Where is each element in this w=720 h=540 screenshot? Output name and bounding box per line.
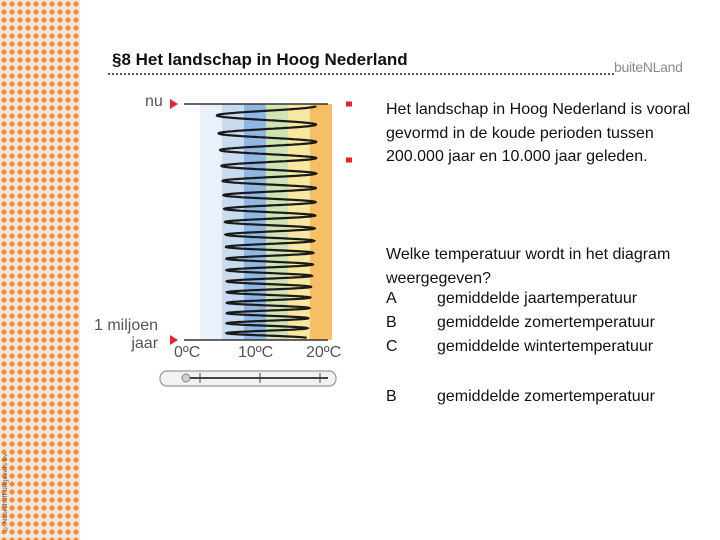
temperature-diagram bbox=[90, 90, 352, 390]
intro-text: Het landschap in Hoog Nederland is vooral gevormd in de koude perioden tussen 200.000 jaar en 10.000 jaar geleden. bbox=[386, 101, 691, 165]
label-million-line2: jaar bbox=[131, 335, 159, 352]
answer-text: gemiddelde zomertemperatuur bbox=[437, 388, 655, 405]
x-tick-10: 10ºC bbox=[238, 344, 274, 361]
answer-key: B bbox=[386, 388, 397, 405]
title-divider bbox=[108, 73, 614, 75]
thermometer-icon bbox=[160, 371, 336, 386]
option-key: A bbox=[386, 290, 397, 307]
option-key: B bbox=[386, 314, 397, 331]
x-tick-0: 0ºC bbox=[174, 344, 201, 361]
brand-logo: buiteNLand bbox=[614, 59, 683, 75]
label-million-years bbox=[94, 317, 158, 353]
temperature-band bbox=[200, 104, 222, 340]
option-text: gemiddelde jaartemperatuur bbox=[437, 290, 638, 307]
red-bracket bbox=[346, 104, 352, 160]
temperature-band bbox=[310, 104, 332, 340]
label-million-line1: 1 miljoen bbox=[94, 317, 159, 334]
option-text: gemiddelde zomertemperatuur bbox=[437, 314, 655, 331]
marker-now-arrow bbox=[170, 99, 178, 109]
x-tick-20: 20ºC bbox=[306, 344, 342, 361]
label-now: nu bbox=[145, 93, 163, 110]
slide-title: §8 Het landschap in Hoog Nederland bbox=[112, 50, 408, 69]
option-key: C bbox=[386, 338, 398, 355]
question-text: Welke temperatuur wordt in het diagram weergegeven? bbox=[386, 246, 671, 287]
copyright-credit: © Noordhoff Uitgevers bv bbox=[2, 453, 9, 532]
option-text: gemiddelde wintertemperatuur bbox=[437, 338, 654, 355]
decorative-dot-strip bbox=[0, 0, 80, 540]
